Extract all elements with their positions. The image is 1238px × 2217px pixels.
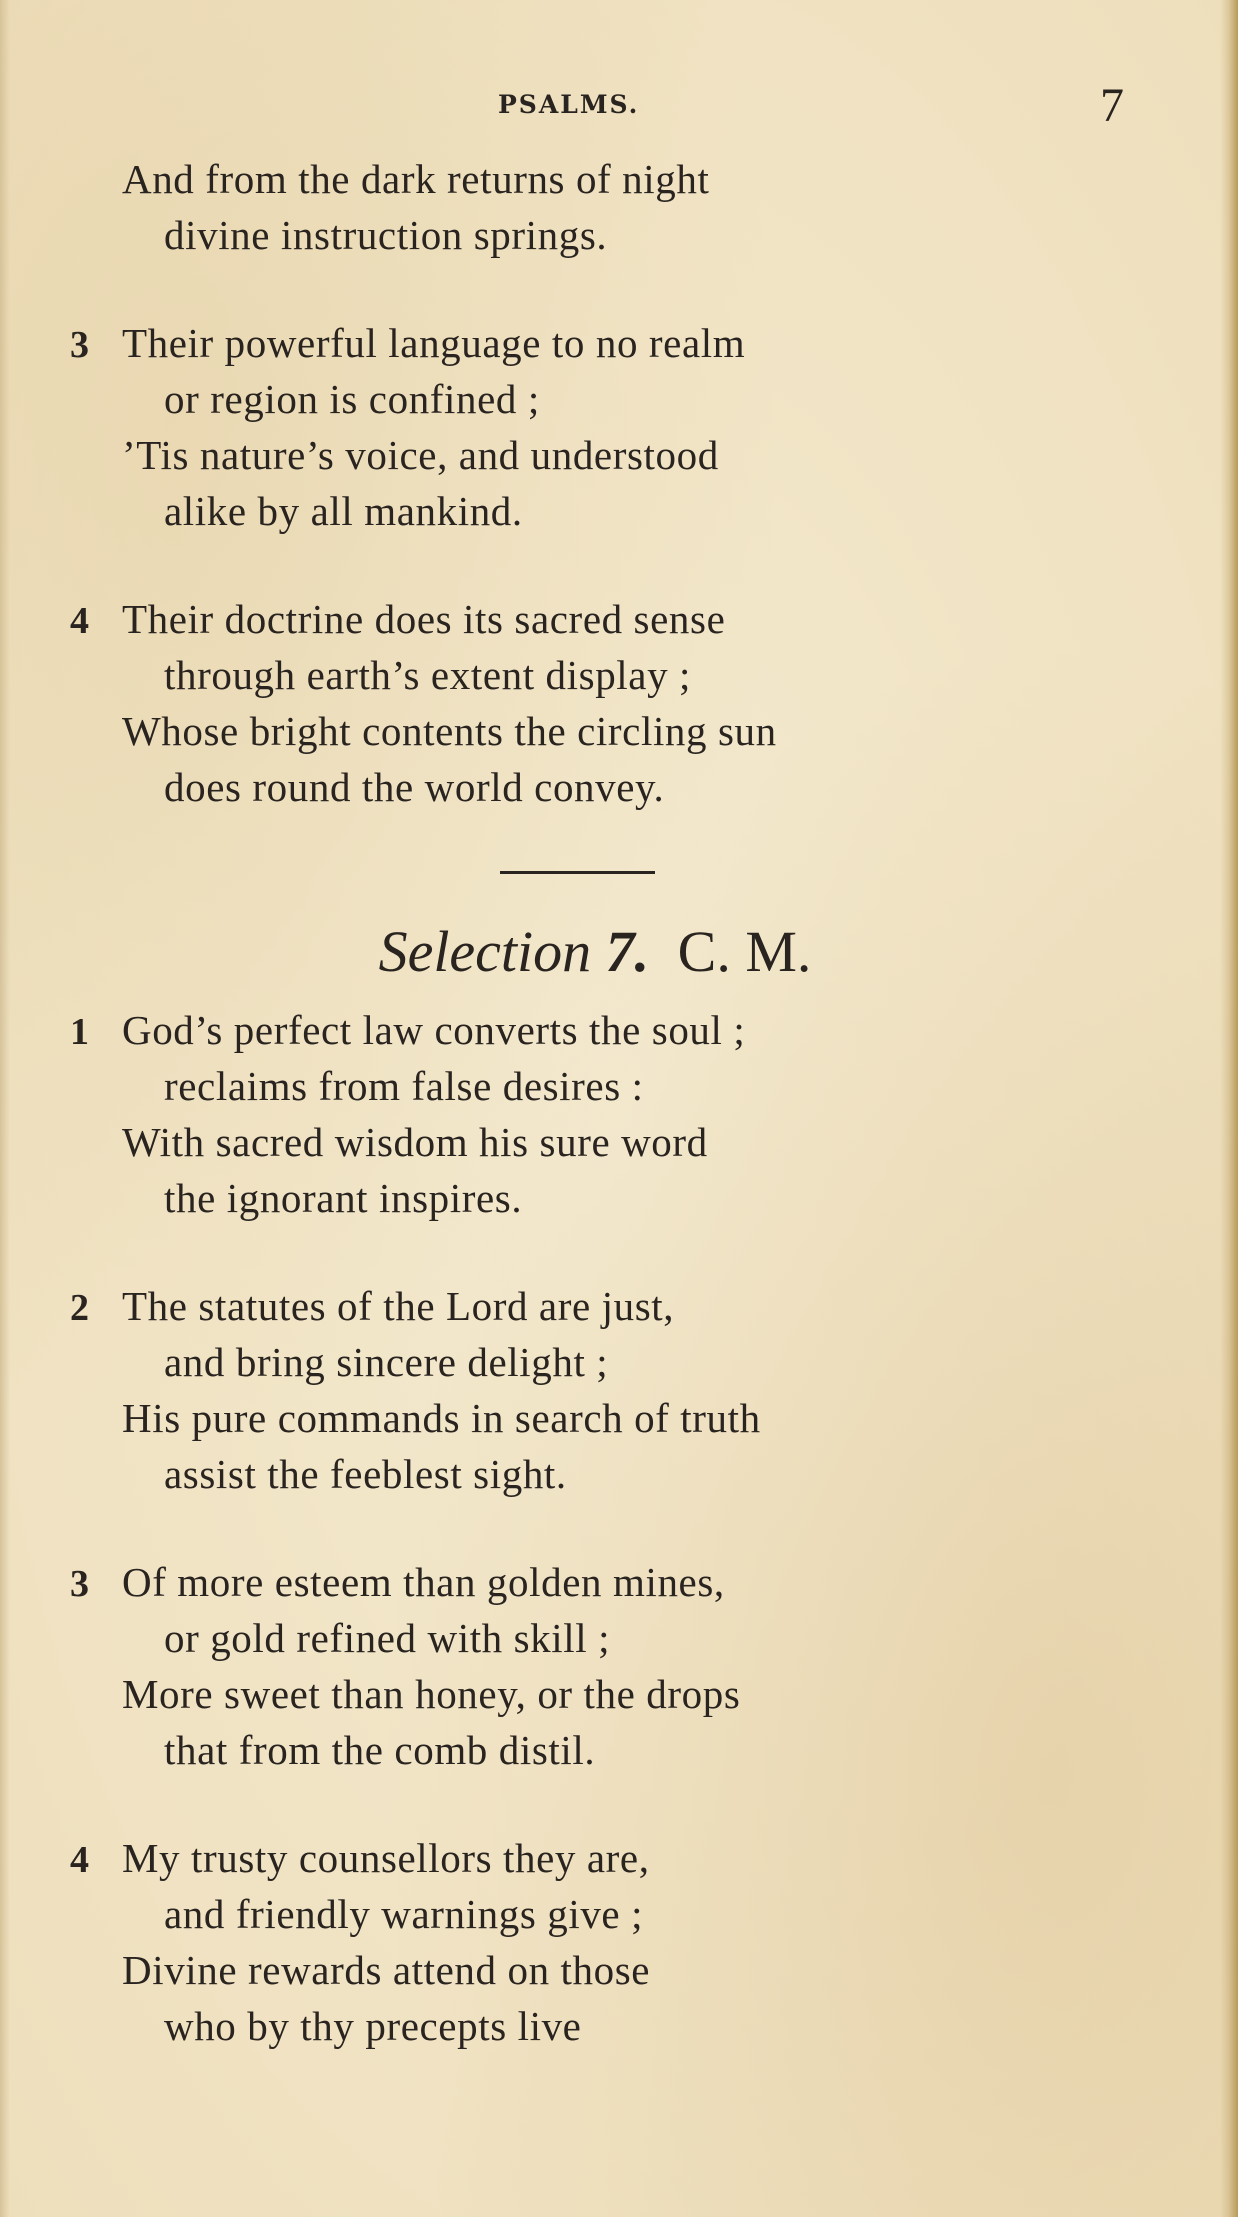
verse-line-text: God’s perfect law converts the soul ; xyxy=(122,1007,746,1053)
verse-line-text: Their doctrine does its sacred sense xyxy=(122,596,726,642)
verse-line-text: does round the world convey. xyxy=(164,764,665,810)
verse-line xyxy=(70,1338,1160,1394)
verse-line-text: And from the dark returns of night xyxy=(122,156,710,202)
stanza xyxy=(70,1558,1160,1782)
verse-line xyxy=(70,319,1160,375)
running-head xyxy=(0,79,1238,132)
stanzas-after xyxy=(70,1006,1160,2058)
stanza xyxy=(70,595,1160,819)
verse-line xyxy=(70,1006,1160,1062)
verse-line-text: Of more esteem than golden mines, xyxy=(122,1559,725,1605)
verse-line-text: who by thy precepts live xyxy=(164,2003,582,2049)
verse-line xyxy=(70,1450,1160,1506)
verse-line-text: the ignorant inspires. xyxy=(164,1175,523,1221)
page-left-edge xyxy=(0,0,10,2217)
verse-line xyxy=(70,1394,1160,1450)
selection-number: 7. xyxy=(605,919,650,984)
stanza-number: 3 xyxy=(70,324,90,366)
page-right-edge xyxy=(1220,0,1238,2217)
verse-line-text: and friendly warnings give ; xyxy=(164,1891,644,1937)
verse-line-text: alike by all mankind. xyxy=(164,488,523,534)
verse-line xyxy=(70,763,1160,819)
stanza-number: 2 xyxy=(70,1287,90,1329)
verse-line-text: His pure commands in search of truth xyxy=(122,1395,761,1441)
verse-line xyxy=(70,1726,1160,1782)
stanza xyxy=(70,1006,1160,1230)
verse-line xyxy=(70,431,1160,487)
verse-line-text: or gold refined with skill ; xyxy=(164,1615,611,1661)
stanza-number: 1 xyxy=(70,1011,90,1053)
stanza xyxy=(70,155,1160,267)
verse-line xyxy=(70,651,1160,707)
stanza xyxy=(70,1282,1160,1506)
verse-line xyxy=(70,211,1160,267)
verse-line-text: Whose bright contents the circling sun xyxy=(122,708,777,754)
verse-line xyxy=(70,375,1160,431)
verse-line-text: Divine rewards attend on those xyxy=(122,1947,651,1993)
verse-line xyxy=(70,1890,1160,1946)
verse-line-text: or region is confined ; xyxy=(164,376,540,422)
stanza-number: 3 xyxy=(70,1563,90,1605)
verse-line-text: With sacred wisdom his sure word xyxy=(122,1119,708,1165)
verse-line xyxy=(70,707,1160,763)
hymn-text xyxy=(70,155,1160,2110)
verse-line xyxy=(70,487,1160,543)
verse-line xyxy=(70,1174,1160,1230)
verse-line xyxy=(70,1062,1160,1118)
verse-line-text: My trusty counsellors they are, xyxy=(122,1835,650,1881)
selection-word: Selection xyxy=(378,919,592,984)
verse-line xyxy=(70,1670,1160,1726)
verse-line-text: through earth’s extent display ; xyxy=(164,652,692,698)
verse-line xyxy=(70,2002,1160,2058)
page-number: 7 xyxy=(1100,79,1124,132)
verse-line xyxy=(70,595,1160,651)
verse-line xyxy=(70,1614,1160,1670)
running-title: PSALMS. xyxy=(498,90,640,119)
verse-line-text: reclaims from false desires : xyxy=(164,1063,644,1109)
verse-line-text: divine instruction springs. xyxy=(164,212,608,258)
verse-line xyxy=(70,1282,1160,1338)
stanza xyxy=(70,1834,1160,2058)
verse-line-text: that from the comb distil. xyxy=(164,1727,596,1773)
verse-line-text: ’Tis nature’s voice, and understood xyxy=(122,432,719,478)
selection-heading xyxy=(30,916,1160,988)
selection-meter: C. M. xyxy=(677,919,812,984)
stanzas-before xyxy=(70,155,1160,819)
stanza-number: 4 xyxy=(70,1839,90,1881)
stanza-number: 4 xyxy=(70,600,90,642)
verse-line-text: More sweet than honey, or the drops xyxy=(122,1671,741,1717)
verse-line-text: The statutes of the Lord are just, xyxy=(122,1283,675,1329)
verse-line xyxy=(70,1946,1160,2002)
verse-line-text: Their powerful language to no realm xyxy=(122,320,746,366)
verse-line xyxy=(70,1118,1160,1174)
verse-line xyxy=(70,1558,1160,1614)
section-rule xyxy=(500,871,655,874)
verse-line xyxy=(70,155,1160,211)
stanza xyxy=(70,319,1160,543)
verse-line-text: and bring sincere delight ; xyxy=(164,1339,609,1385)
verse-line xyxy=(70,1834,1160,1890)
verse-line-text: assist the feeblest sight. xyxy=(164,1451,567,1497)
